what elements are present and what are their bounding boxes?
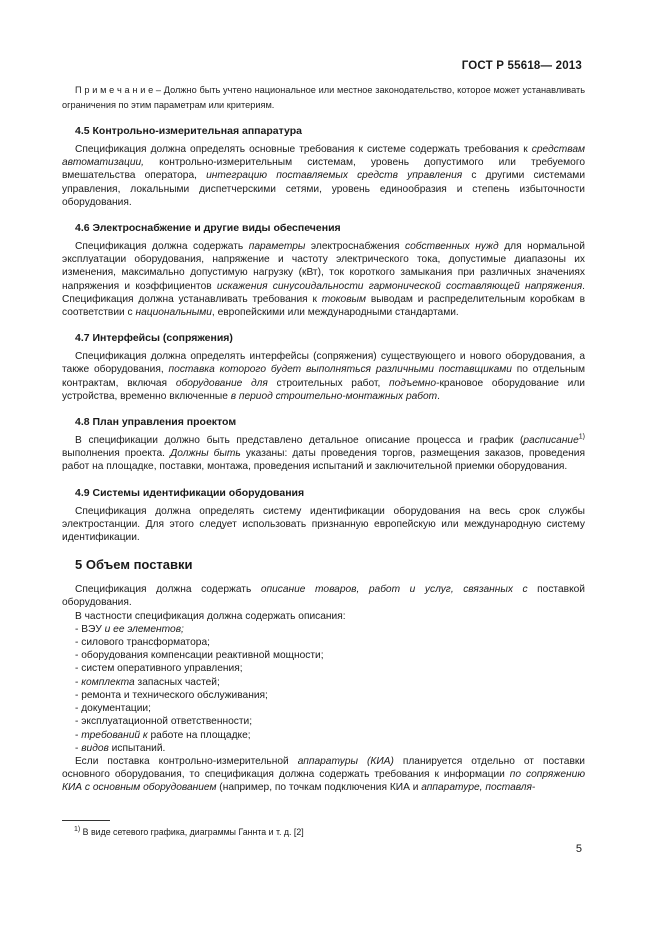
section-4-9-paragraph: Спецификация должна определять систему идентификации оборудования на весь срок службы электростанции. Для этого следует использовать признанную европейскую или международную систему идентификации. bbox=[62, 505, 585, 544]
section-4-7-paragraph: Спецификация должна определять интерфейсы (сопряжения) существующего и нового оборудования, а также оборудования, поставка которого будет выполняться различными поставщиками по отдельным контрактам, включая оборудование для строительных работ, подъемно-крановое оборудование или устройства, временно включенные в период строительно-монтажных работ. bbox=[62, 351, 586, 402]
section-5-intro: В частности спецификация должна содержать описания: bbox=[75, 610, 346, 622]
footnote: $^{1)}$ В виде сетевого графика, диаграммы Ганнта и т. д. [2] bbox=[74, 826, 304, 837]
page-content bbox=[62, 83, 585, 795]
section-4-7-title: 4.7 Интерфейсы (сопряжения) bbox=[75, 332, 233, 345]
section-5-paragraph: Спецификация должна содержать описание товаров, работ и услуг, связанных с поставкой оборудования. bbox=[62, 584, 585, 609]
section-5-last-paragraph: Если поставка контрольно-измерительной аппаратуры (КИА) планируется отдельно от поставки основного оборудования, то спецификация должна содержать требования к информации по сопряжению КИА с основным оборудованием (например, по точкам подключения КИА и аппаратуре, поставля- bbox=[62, 755, 585, 794]
list-item: - требований к работе на площадке; bbox=[75, 729, 251, 741]
section-5-title: 5 Объем поставки bbox=[75, 557, 193, 573]
footnote-ref[interactable]: 1) bbox=[578, 433, 585, 441]
list-item: - видов испытаний. bbox=[75, 742, 166, 754]
section-4-5-title: 4.5 Контрольно-измерительная аппаратура bbox=[75, 125, 302, 137]
section-4-6-title: 4.6 Электроснабжение и другие виды обеспечения bbox=[75, 222, 341, 235]
standard-header: ГОСТ Р 55618— 2013 bbox=[461, 60, 582, 72]
footnote-rule bbox=[62, 820, 110, 821]
section-4-9-title: 4.9 Системы идентификации оборудования bbox=[75, 486, 305, 499]
page-number: 5 bbox=[575, 843, 582, 855]
list-item: - систем оперативного управления; bbox=[75, 663, 243, 675]
list-item: - ВЭУ и ее элементов; bbox=[75, 623, 184, 635]
scope-list bbox=[62, 623, 585, 755]
section-4-8-title: 4.8 План управления проектом bbox=[75, 416, 237, 429]
section-4-6-paragraph: Спецификация должна содержать параметры электроснабжения собственных нужд для нормальной эксплуатации оборудования, напряжение и частоту электрического тока, допустимые диапазоны их изменения, максимально допустимую нагрузку (кВт), ток короткого замыкания при различных значениях напряжения и коэффициентов искажения синусоидальности гармонической составляющей напряжения. Спецификация должна устанавливать требования к токовым выводам и распределительным коробкам в соответствии с национальными, европейскими или международными стандартами. bbox=[62, 241, 585, 319]
list-item: - эксплуатационной ответственности; bbox=[75, 716, 253, 728]
list-item: - ремонта и технического обслуживания; bbox=[75, 689, 268, 701]
note-paragraph: П р и м е ч а н и е – Должно быть учтено национальное или местное законодательство, которое может устанавливать ограничения по этим параметрам или критериям. bbox=[62, 85, 585, 110]
section-4-8-paragraph: В спецификации должно быть представлено детальное описание процесса и график (расписание$^{1)}$ выполнения проекта. Должны быть указаны: даты проведения торгов, размещения заказов, проведения работ на площадке, поставки, монтажа, проведения испытаний и заключительной приемки оборудования. bbox=[62, 433, 586, 473]
list-item: - комплекта запасных частей; bbox=[75, 676, 220, 688]
section-4-5-paragraph: Спецификация должна определять основные требования к системе содержать требования к средствам автоматизации, контрольно-измерительным системам, уровень допустимого или требуемого вмешательства оператора, интеграцию поставляемых средств управления с другими системами управления, локальными диспетчерскими сетями, уровень единообразия и степень избыточности оборудования. bbox=[62, 144, 586, 208]
list-item: - силового трансформатора; bbox=[75, 637, 210, 649]
list-item: - документации; bbox=[75, 703, 151, 715]
list-item: - оборудования компенсации реактивной мощности; bbox=[75, 650, 324, 662]
